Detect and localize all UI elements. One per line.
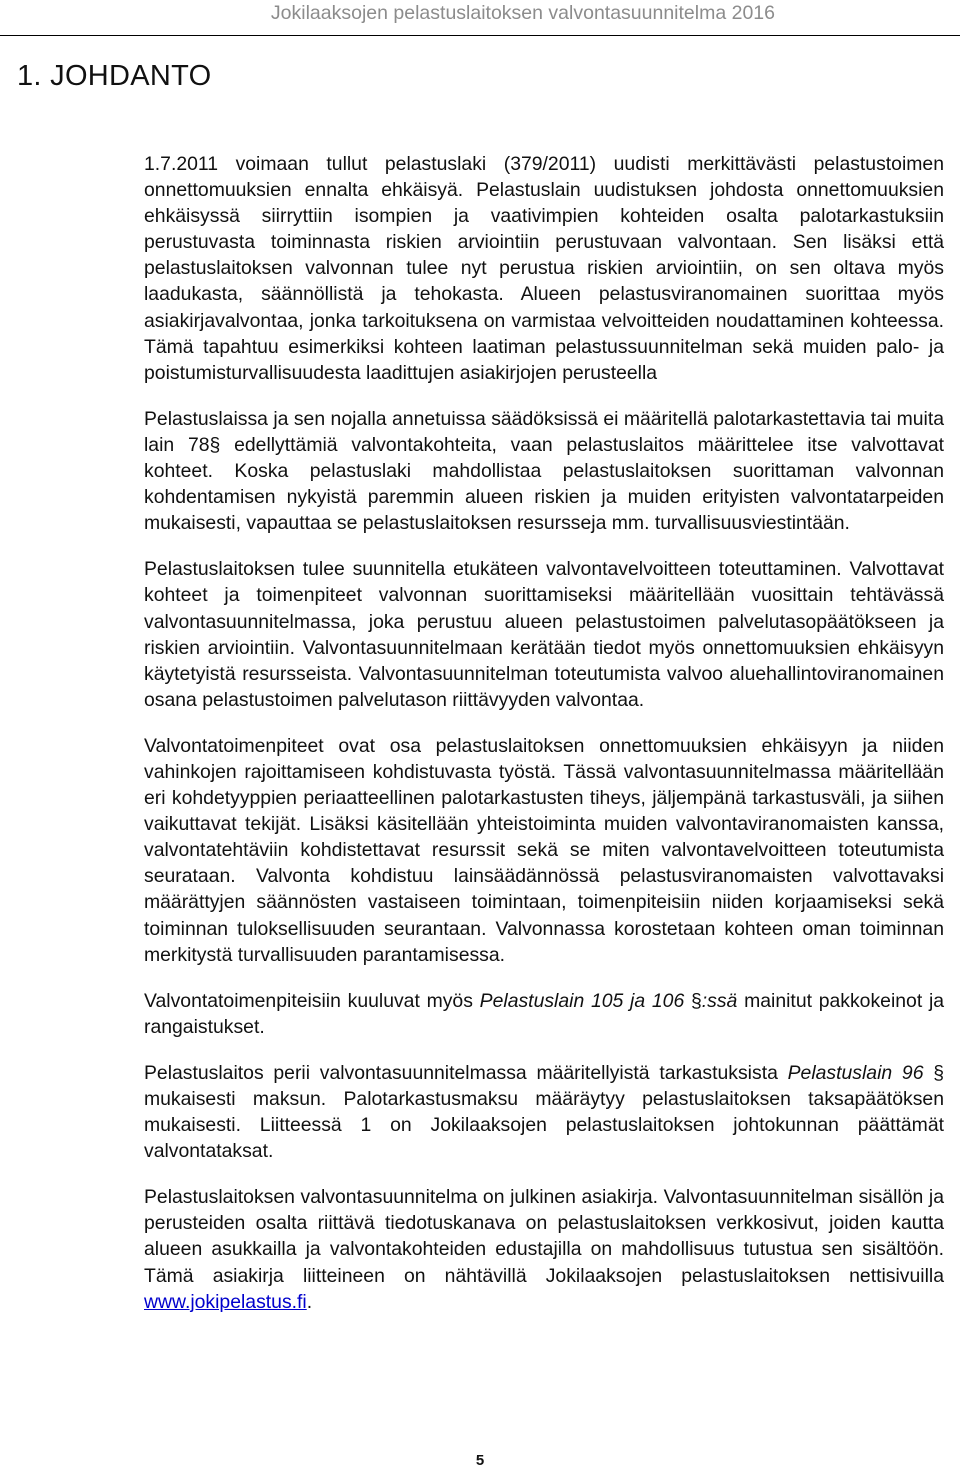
- section-sign: §: [209, 433, 221, 456]
- paragraph-5: [144, 988, 944, 1040]
- paragraph-2-text-a: Pelastuslaissa ja sen nojalla annetuissa säädöksissä ei määritellä palotarkastettavia tai muita lain 78: [144, 407, 944, 456]
- section-sign: §: [933, 1061, 945, 1084]
- law-reference-text: Pelastuslain 105 ja 106: [479, 989, 685, 1012]
- paragraph-6-text-b: mukaisesti maksun. Palotarkastusmaksu määräytyy pelastuslaitoksen taksapäätöksen mukaisesti. Liitteessä 1 on Jokilaaksojen pelastuslaitoksen johtokunnan päättämät valvontataksat.: [144, 1088, 944, 1163]
- law-reference-96: Pelastuslain 96: [787, 1061, 924, 1084]
- body-text: [144, 151, 944, 1335]
- paragraph-4: [144, 733, 944, 968]
- running-header: Jokilaaksojen pelastuslaitoksen valvontasuunnitelma 2016: [270, 2, 775, 24]
- paragraph-2-text-b: edellyttämiä valvontakohteita, vaan pelastuslaitos määrittelee itse valvottavat kohteet. Koska pelastuslaki mahdollistaa pelastuslaitoksen suorittaman valvonnan kohdentamisen nykyistä paremmin alueen riskien ja muiden erityisten valvontatarpeiden mukaisesti, vapauttaa se pelastuslaitoksen resursseja mm. turvallisuusviestintään.: [144, 433, 944, 535]
- section-sign: §: [690, 989, 702, 1012]
- paragraph-3-text: Pelastuslaitoksen tulee suunnitella etukäteen valvontavelvoitteen toteuttaminen. Valvottavat kohteet ja toimenpiteet valvonnan suorittamiseksi määritellään vuosittain tehtävässä valvontasuunnitelmassa, joka perustuu alueen pelastustoimen palvelutasopäätökseen ja riskien arviointiin. Valvontasuunnitelmaan kerätään tiedot myös onnettomuuksien ehkäisyyn käytetyistä resursseista. Valvontasuunnitelman toteutumista valvoo aluehallintoviranomainen osana pelastustoimen palvelutason riittävyyden valvontaa.: [144, 558, 944, 711]
- page-number: 5: [475, 1452, 485, 1469]
- chapter-title: 1. JOHDANTO: [17, 60, 212, 92]
- paragraph-1-text: 1.7.2011 voimaan tullut pelastuslaki (379/2011) uudisti merkittävästi pelastustoimen onnettomuuksien ennalta ehkäisyä. Pelastuslain uudistuksen johdosta onnettomuuksien ehkäisyssä siirryttiin isompien ja vaativimpien kohteiden osalta palotarkastuksiin perustuvasta toiminnasta riskien arviointiin perustuvaan valvontaan. Sen lisäksi että pelastuslaitoksen valvonnan tulee nyt perustua riskien arviointiin, on sen oltava myös laadukasta, säännöllistä ja tehokasta. Alueen pelastusviranomainen suorittaa myös asiakirjavalvontaa, jonka tarkoituksena on varmistaa velvoitteiden noudattaminen kohteessa. Tämä tapahtuu esimerkiksi kohteen laatiman pelastussuunnitelman sekä muiden palo- ja poistumisturvallisuudesta laadittujen asiakirjojen perusteella: [144, 153, 944, 384]
- website-link[interactable]: www.jokipelastus.fi: [144, 1290, 307, 1313]
- paragraph-1: [144, 151, 944, 386]
- paragraph-5-text-b: mainitut pakkokeinot ja rangaistukset.: [144, 989, 945, 1038]
- law-reference-105-106: [480, 990, 738, 1012]
- law-reference-suffix: :ssä: [701, 989, 738, 1012]
- paragraph-7-text: Pelastuslaitoksen valvontasuunnitelma on julkinen asiakirja. Valvontasuunnitelman sisällön ja perusteiden osalta riittävä tiedotuskanava on pelastuslaitoksen verkkosivut, joiden kautta alueen asukkailla ja valvontakohteiden edustajilla on mahdollisuus tutustua sen sisältöön. Tämä asiakirja liitteineen on nähtävillä Jokilaaksojen pelastuslaitoksen nettisivuilla: [144, 1186, 944, 1287]
- header-rule: [0, 35, 960, 36]
- paragraph-4-text: Valvontatoimenpiteet ovat osa pelastuslaitoksen onnettomuuksien ehkäisyyn ja niiden vahinkojen rajoittamiseen kohdistuvasta työstä. Tässä valvontasuunnitelmassa määritellään eri kohdetyyppien periaatteellinen palotarkastusten tiheys, jäljempänä tarkastusväli, ja siihen vaikuttavat tekijät. Lisäksi käsitellään yhteistoiminta muiden valvontaviranomaisten kanssa, valvontatehtäviin kohdistettavat resurssit sekä se miten valvontavelvoitteen toteutumista seurataan. Valvonta kohdistuu lainsäädännössä pelastusviranomaisten valvottavaksi määrättyjen säännösten vastaiseen toimintaan, toimenpiteisiin niiden korjaamiseksi sekä toiminnan tuloksellisuuden seurantaan. Valvonnassa korostetaan kohteen oman toiminnan merkitystä turvallisuuden parantamisessa.: [144, 734, 944, 966]
- paragraph-5-text-a: Valvontatoimenpiteisiin kuuluvat myös: [144, 989, 473, 1012]
- paragraph-6: [144, 1060, 944, 1164]
- paragraph-7-end: .: [306, 1290, 313, 1313]
- paragraph-2: [144, 406, 944, 536]
- paragraph-7: [144, 1184, 944, 1314]
- paragraph-3: [144, 556, 944, 713]
- paragraph-6-text-a: Pelastuslaitos perii valvontasuunnitelmassa määritellyistä tarkastuksista: [144, 1061, 778, 1084]
